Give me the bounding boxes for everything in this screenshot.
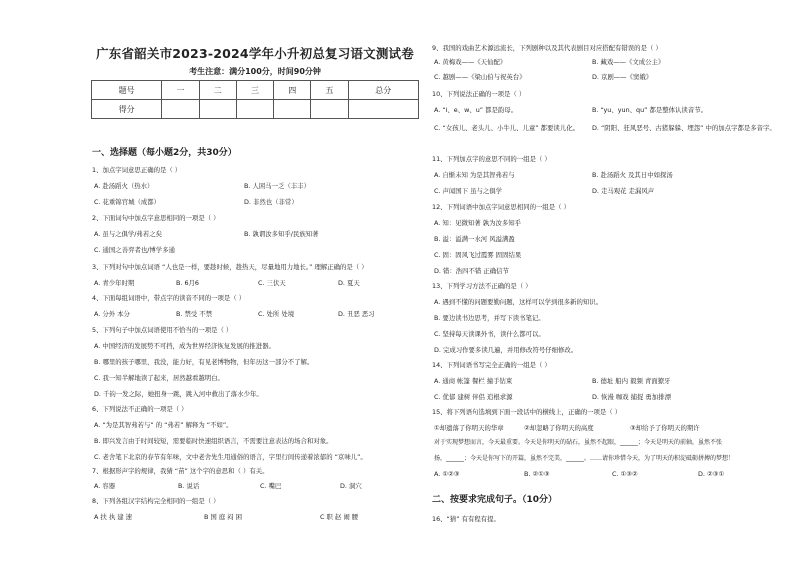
option-d: D. 夏天 [338, 279, 360, 287]
option-d: D. 丑恶 恶习 [338, 310, 375, 318]
score-table-header-row [92, 81, 419, 100]
option-c: C. 花重锦官城（成都） [94, 198, 161, 206]
option-d: D. 恢漫 咖戏 捕捉 勇加排漂 [592, 393, 671, 401]
question-10: 10、下列说法正确的一项是（ ） [432, 90, 526, 98]
option-c: C. 我一知半解地读了起来，居然越看越明白。 [94, 374, 224, 382]
option-d: D. 错：浩四不错 正确信节 [434, 267, 509, 275]
passage-line: 扬，______；今天是你写下的开篇，虽然不完美，______。……请你珍惜今天，为了明天的积淀砥砺拼搏的梦想！ [434, 455, 735, 462]
option-d: D. 千钧一发之际，她扭身一跳，跳入河中救出了落水少年。 [94, 390, 263, 398]
option-c: C. 固：固风飞过霞雾 固固结果 [434, 251, 522, 259]
option-a: A. 青少年时期 [94, 279, 135, 287]
score-table-score-row [92, 100, 419, 119]
score-cell[interactable] [199, 100, 236, 119]
option-b: B. 孰谓汝多知乎/民族知著 [244, 230, 319, 238]
option-a: A. 通商 帐篷 餐栏 撞手钻束 [434, 377, 513, 385]
option-a: A. 遇到不懂的问题要勤问题，这样可以学到很多新的知识。 [434, 298, 603, 306]
option-b: B. ②①③ [524, 470, 550, 478]
score-cell: 三 [236, 81, 273, 100]
question-2: 2、下面词句中加点字意思相同的一项是（ ） [92, 214, 220, 222]
score-cell[interactable] [311, 100, 348, 119]
question-1: 1、加点字词意思正确的是（ ） [92, 166, 182, 174]
score-cell[interactable] [348, 100, 418, 119]
score-table [91, 80, 419, 119]
option-d: D. 京剧——《窦娥》 [592, 73, 653, 81]
option-a: A. 容器 [94, 482, 116, 490]
option-c: C. 声闻国下 虽与之俱学 [434, 187, 503, 195]
score-cell: 五 [311, 81, 348, 100]
question-7: 7、根据形声字的规律，我猜 “苗” 这个字的意思和（ ）有关。 [92, 467, 269, 475]
score-cell: 四 [274, 81, 311, 100]
option-c: C. ①③② [612, 470, 638, 478]
option-a: A. ①②③ [434, 470, 460, 478]
option-b: B. 溢：溢满一水河 风溢满盈 [434, 235, 515, 243]
question-5: 5、下列句子中加点词语使用不恰当的一项是（ ） [92, 326, 233, 334]
option-b: B. 即兴发言由于时间较短，需要临时快速组织语言，不需要注意表达的场合和对象。 [94, 437, 333, 445]
option-d: D. “阴阳、狂风恶号、古猪躲躲、埋怨” 中的加点字都是多音字。 [592, 124, 776, 132]
option-d: D. 完成习作要多读几遍，并用修改符号仔细修改。 [434, 346, 578, 354]
option-c: C 职 赵 闹 腰 [320, 513, 359, 521]
option-c: C. 三伏天 [258, 279, 286, 287]
option-b: B. 藏戏——《文成公主》 [592, 58, 665, 66]
option-a: A. 知：见微知著 孰为汝多知乎 [434, 219, 522, 227]
option-a: A. 中国经济的发展势不可挡，成为世界经济恢复发展的推进器。 [94, 342, 275, 350]
option-a: A. “i、e、w、u” 都是韵母。 [434, 106, 518, 114]
sentence-option-1: ①却遗落了你明天的华章 [434, 424, 504, 432]
exam-title: 广东省韶关市2023-2024学年小升初总复习语文测试卷 [96, 46, 414, 61]
exam-notice: 考生注意：满分100分，时间90分钟 [189, 67, 321, 76]
option-d: D. 洞穴 [340, 482, 362, 490]
question-11: 11、下列加点字的意思不同的一组是（ ） [432, 155, 551, 163]
question-13: 13、下列学习方法不正确的是（ ） [432, 282, 532, 290]
option-c: C. “女孩儿、老头儿、小牛儿、儿童” 都要读儿化。 [434, 124, 579, 132]
score-cell: 得分 [92, 100, 162, 119]
option-c: C. 坚持每天读课外书，读什么都可以。 [434, 330, 545, 338]
question-6: 6、下列说法不正确的一项是（ ） [92, 405, 188, 413]
score-cell[interactable] [162, 100, 199, 119]
option-b: B. 要边读书边思考，并写下读书笔记。 [434, 314, 545, 322]
option-b: B. 人困马一乏（丰丰） [244, 182, 310, 190]
option-c: C. 嘴巴 [260, 482, 282, 490]
section-heading: 一、选择题（每小题2分，共30分） [92, 148, 237, 158]
option-a: A. 黄梅戏——《天仙配》 [434, 58, 507, 66]
option-d: D. ②③① [698, 470, 725, 478]
option-c: C. 通国之善弈者也/博学多通 [94, 246, 175, 254]
question-9: 9、我国的戏曲艺术源远流长，下列剧种以及其代表剧目对应搭配有错误的是（ ） [432, 44, 662, 52]
question-16: 16、“猜” 有有程有提。 [432, 515, 500, 523]
section-heading: 二、按要求完成句子。（10分） [432, 495, 558, 505]
option-b: B. 德址 船内 毅频 青面獠牙 [592, 377, 671, 385]
option-a: A 扶 执 建 速 [94, 513, 133, 521]
score-cell[interactable] [274, 100, 311, 119]
option-b: B. 哪里的孩子哪里，我没，能力好，有见老博物物，但年历这一部分不了解。 [94, 358, 314, 366]
option-b: B. 说话 [178, 482, 200, 490]
sentence-option-3: ③却给予了你明天的期许 [630, 424, 700, 432]
score-cell: 一 [162, 81, 199, 100]
question-3: 3、下列对句中加点词语 “人也是一样，要趁时候，趁热天，尽量地用力地长。” 理解正确的是（ ） [92, 263, 368, 271]
question-14: 14、下列词语书写完全正确的一组是（ ） [432, 361, 551, 369]
option-a: A. “为是其智弗若与” 的 “弗若” 解释为 “不如”。 [94, 421, 233, 429]
option-b: B. 赴汤蹈火 及其日中如探汤 [592, 171, 673, 179]
option-a: A. 赴汤蹈火（热水） [94, 182, 154, 190]
option-d: D. 走马观花 走漏风声 [592, 187, 655, 195]
score-cell[interactable] [236, 100, 273, 119]
option-b: B. 6月6 [176, 279, 199, 287]
question-12: 12、下列词语中加点字词意思相同的一组是（ ） [432, 203, 570, 211]
question-8: 8、下列各组汉字结构完全相同的一组是（ ） [92, 497, 220, 505]
option-a: A. 虽与之俱学/弗若之矣 [94, 230, 162, 238]
score-cell: 总分 [348, 81, 418, 100]
sentence-option-2: ②却忽略了你明天的高度 [524, 424, 594, 432]
option-c: C. 老舍笔下北京的春节有年味，文中老舍先生用通俗的语言，字里行间传递着浓郁的 “京味儿”。 [94, 453, 367, 461]
score-cell: 题号 [92, 81, 162, 100]
question-4: 4、下面每组词语中，带点字的读音不同的一项是（ ） [92, 294, 246, 302]
score-cell: 二 [199, 81, 236, 100]
option-b: B 国 庭 闷 困 [204, 513, 243, 521]
option-c: C. 处所 处境 [258, 310, 295, 318]
option-b: B. “yu、yun、qu” 都是整体认读音节。 [592, 106, 707, 114]
option-d: D. 非然也（非常） [244, 198, 298, 206]
option-b: B. 禁受 不禁 [176, 310, 213, 318]
option-a: A. 分外 本分 [94, 310, 130, 318]
option-a: A. 自惭未知 为是其智弗若与 [434, 171, 515, 179]
option-c: C. 越剧——《梁山伯与祝英台》 [434, 73, 526, 81]
passage-line: 对于实现梦想而言，今天最重要。今天是你明天的砧石，虽然不起眼，______；今天是明天的前轴，虽然不张 [434, 439, 723, 446]
option-c: C. 优郁 建树 伴侣 追根求源 [434, 393, 513, 401]
question-15: 15、将下列语句选填到下面一段话中的横线上，正确的一项是（ ） [432, 408, 622, 416]
